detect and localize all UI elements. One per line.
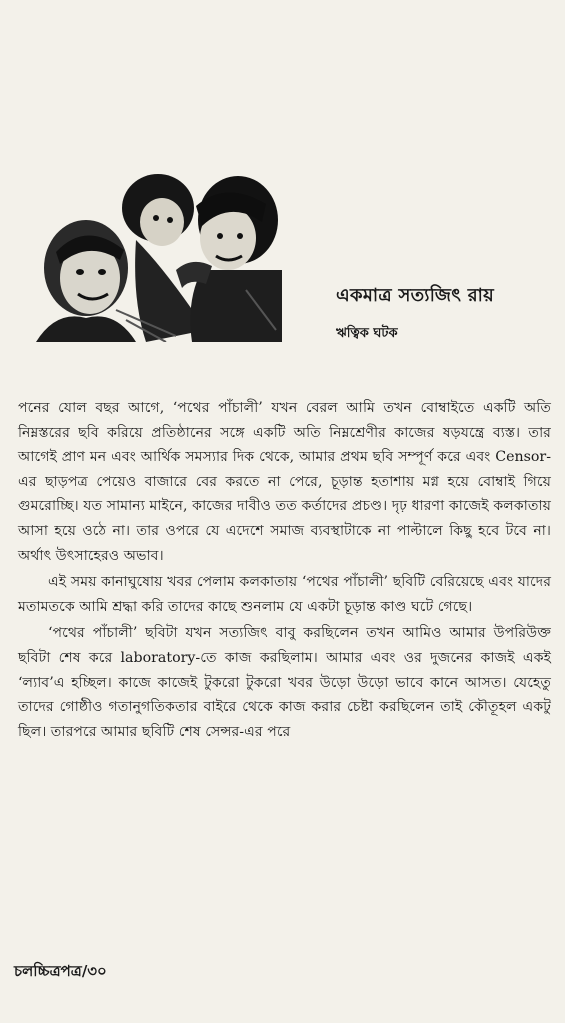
paragraph: এই সময় কানাঘুষোয় খবর পেলাম কলকাতায় ‘পথের পাঁচালী’ ছবিটি বেরিয়েছে এবং যাদের মতামতকে আমি শ্রদ্ধা করি তাদের কাছে শুনলাম যে একটা চূড়ান্ত কাণ্ড ঘটে গেছে। (18, 574, 551, 615)
paragraph: পনের যোল বছর আগে, ‘পথের পাঁচালী’ যখন বেরল আমি তখন বোম্বাইতে একটি অতি নিম্নস্তরের ছবি করিয়ে প্রতিষ্ঠানের সঙ্গে একটি অতি নিম্নশ্রেণীর কাজের ষড়যন্ত্রে ব্যস্ত। তার আগেই প্রাণ মন এবং আর্থিক সমস্যার দিক থেকে, আমার প্রথম ছবি সম্পূর্ণ করে এবং Censor-এর ছাড়পত্র পেয়েও বাজারে বের করতে না পেরে, চূড়ান্ত হতাশায় মগ্ন হয়ে বোম্বাই গিয়ে গুমরোচ্ছি। যত সামান্য মাইনে, কাজের দাবীও তত কর্তাদের প্রচণ্ড। দৃঢ় ধারণা কাজেই কলকাতায় আসা হয়ে ওঠে না। তার ওপরে যে এদেশে সমাজ ব্যবস্থাটাকে না পাল্টালে কিছু হবে টবে না। অর্থাৎ উৎসাহেরও অভাব। (18, 400, 551, 564)
article-photo (16, 160, 282, 342)
article-author: ঋত্বিক ঘটক (336, 326, 398, 341)
article-body (18, 396, 551, 744)
article-title: একমাত্র সত্যজিৎ রায় (336, 285, 495, 306)
title-block (336, 281, 556, 345)
paragraph: ‘পথের পাঁচালী’ ছবিটা যখন সত্যজিৎ বাবু করছিলেন তখন আমিও আমার উপরিউক্ত ছবিটা শেষ করে laboratory-তে কাজ করছিলাম। আমার এবং ওর দুজনের কাজই একই ‘ল্যাব’এ হচ্ছিল। কাজে কাজেই টুকরো টুকরো খবর উড়ো উড়ো ভাবে কানে আসত। যেহেতু তাদের গোষ্ঠীও গতানুগতিকতার বাইরে থেকে কাজ করার চেষ্টা করছিলেন তাই কৌতূহল একটু ছিল। তারপরে আমার ছবিটি শেষ সেন্সর-এর পরে (18, 625, 551, 740)
page-footer: চলচ্চিত্রপত্র/৩০ (14, 962, 107, 980)
photo-illustration (16, 160, 282, 342)
